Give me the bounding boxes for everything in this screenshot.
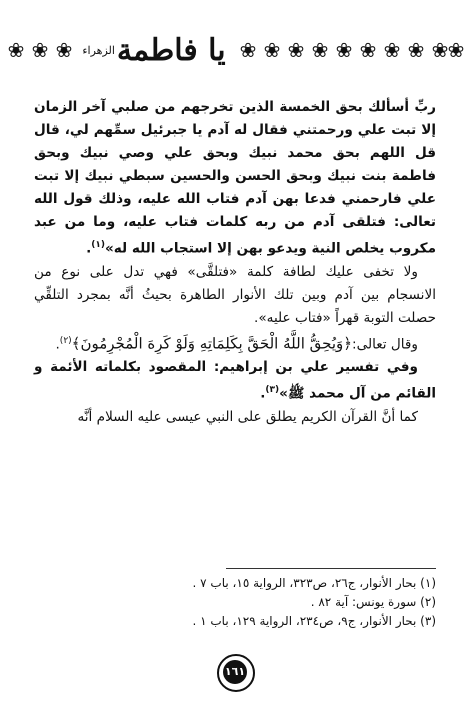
paragraph-1: ربِّ أسألك بحق الخمسة الذين تخرجهم من صلبي آخر الزمان إلا تبت علي ورحمتني فقال له آدم يا جبرئيل سمِّهم لي، قال قل اللهم بحق محمد نبيك وبحق علي وصي نبيك وبحق فاطمة بنت نبيك وبحق الحسن والحسين سبطي نبيك إلا تبت علي فارحمني فدعا بهن آدم فتاب الله عليه، وذلك قول الله تعالى: فتلقى آدم من ربه كلمات فتاب عليه، وما من عبد مكروب يخلص النية ويدعو بهن إلا استجاب الله له»$^{(١)}$. (34, 99, 436, 257)
page-number: ١٦١ (223, 660, 247, 684)
flower-icon: ❀ (287, 38, 305, 62)
flower-icon: ❀ (359, 38, 377, 62)
flower-icon: ❀ (55, 38, 73, 62)
footnote-ref: (٣) (265, 385, 280, 396)
book-title-logo: يا فاطمة$^{الزهراء}$ (82, 33, 226, 68)
footnote-ref: (٢) (59, 335, 72, 346)
flower-icon: ❀ (447, 38, 465, 62)
paragraph-3: وقال تعالى:﴿وَيُحِقُّ اللَّهُ الْحَقَّ بِكَلِمَاتِهِ وَلَوْ كَرِهَ الْمُجْرِمُونَ﴾$^{(٢)}$. (55, 334, 418, 353)
footnote-separator (226, 568, 436, 569)
paragraph-text: ولا تخفى عليك لطافة كلمة «فتلقَّى» فهي تدل على نوع من الانسجام بين آدم وبين تلك الأنوار الطاهرة بحيثُ أنَّه بمجرد التلقِّي حصلت التوبة قهراً «فتاب عليه». (34, 263, 436, 326)
footnote-ref: (١) (91, 240, 106, 250)
flower-icon: ❀ (31, 38, 49, 62)
flower-icon: ❀ (407, 38, 425, 62)
flower-icon: ❀ (383, 38, 401, 62)
flower-icon: ❀ (335, 38, 353, 62)
main-text (34, 96, 436, 429)
flower-icon: ❀ (263, 38, 281, 62)
paragraph-2 (34, 261, 436, 330)
page-header (0, 28, 470, 88)
paragraph-4: وفي تفسير علي بن إبراهيم: المقصود بكلماته الأئمة و القائم من آل محمد ﷺ»$^{(٣)}$. (34, 359, 436, 402)
footnote-item: (١) بحار الأنوار، ج٢٦، ص٣٢٣، الرواية ١٥، باب ٧ . (192, 576, 436, 590)
paragraph-text: كما أنَّ القرآن الكريم يطلق على النبي عيسى عليه السلام أنَّه (77, 408, 418, 425)
flower-icon: ❀ (431, 38, 449, 62)
footnotes (34, 574, 436, 631)
footnote-item: (٣) بحار الأنوار، ج٩، ص٢٣٤، الرواية ١٢٩، باب ١ . (192, 614, 436, 628)
paragraph-lead: وقال تعالى: (352, 336, 418, 353)
flower-icon: ❀ (311, 38, 329, 62)
quran-verse: ﴿وَيُحِقُّ اللَّهُ الْحَقَّ بِكَلِمَاتِهِ وَلَوْ كَرِهَ الْمُجْرِمُونَ﴾ (71, 334, 353, 353)
paragraph-text: وفي تفسير علي بن إبراهيم: المقصود بكلماته الأئمة و القائم من آل محمد ﷺ» (34, 359, 436, 402)
flower-icon: ❀ (7, 38, 25, 62)
page-number-badge (215, 652, 255, 692)
paragraph-5 (34, 406, 436, 429)
flower-icon: ❀ (239, 38, 257, 62)
footnote-item: (٢) سورة يونس: آية ٨٢ . (310, 595, 436, 609)
paragraph-text: ربِّ أسألك بحق الخمسة الذين تخرجهم من صلبي آخر الزمان إلا تبت علي ورحمتني فقال له آدم يا جبرئيل سمِّهم لي، قال قل اللهم بحق محمد نبيك وبحق علي وصي نبيك وبحق فاطمة بنت نبيك وبحق الحسن والحسين سبطي نبيك إلا تبت علي فارحمني فدعا بهن آدم فتاب الله عليه، وذلك قول الله تعالى: فتلقى آدم من ربه كلمات فتاب عليه، وما من عبد مكروب يخلص النية ويدعو بهن إلا استجاب الله له» (34, 99, 436, 257)
